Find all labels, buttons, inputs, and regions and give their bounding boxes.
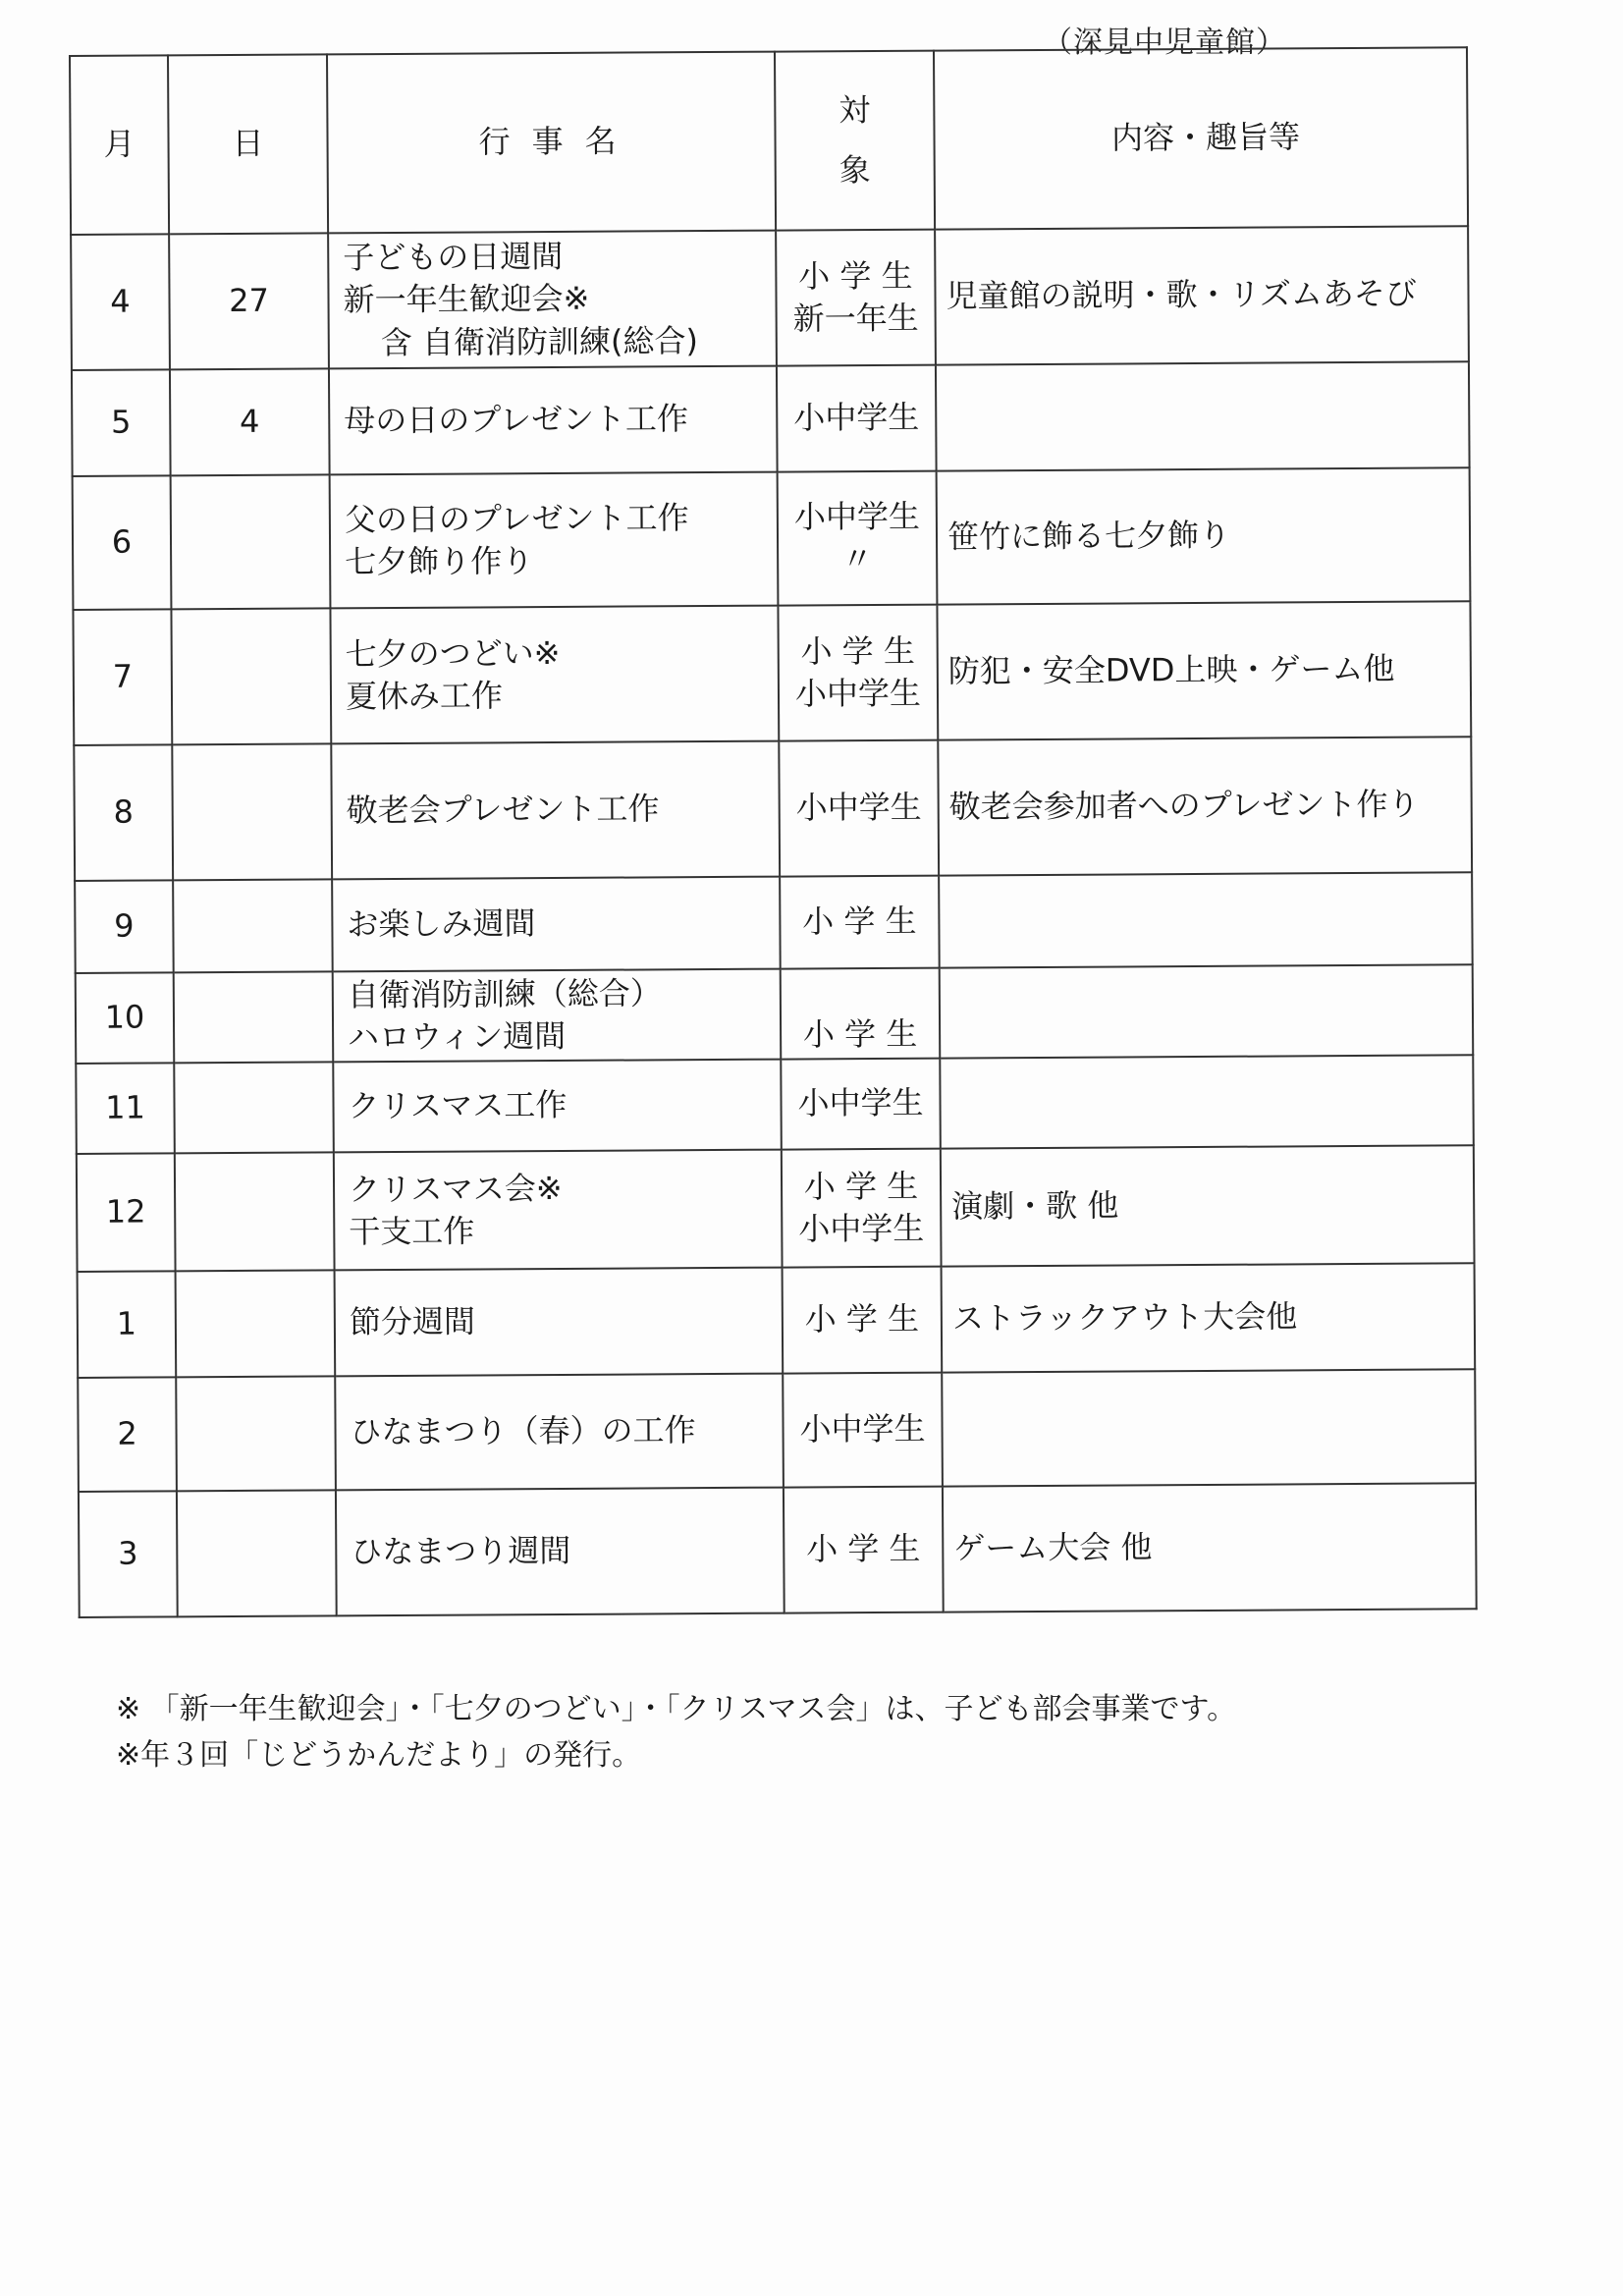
cell-day — [176, 1270, 336, 1377]
target-line: 小 学 生 — [804, 1300, 920, 1339]
cell-target — [782, 1149, 942, 1268]
target-line: 小中学生 — [793, 399, 920, 437]
table-row — [76, 1055, 1474, 1154]
cell-content — [940, 964, 1474, 1058]
cell-month: 12 — [77, 1153, 176, 1272]
content-line: 児童館の説明・歌・リズムあそび — [946, 275, 1418, 315]
target-line: 小 学 生 — [798, 256, 913, 296]
content-line: ゲーム大会 他 — [953, 1528, 1153, 1567]
target-line: 新一年生 — [792, 299, 919, 338]
target-line: 〃 — [841, 540, 874, 578]
cell-day — [171, 608, 331, 744]
event-line: ひなまつり（春）の工作 — [350, 1411, 696, 1451]
target-line: 小 学 生 — [802, 902, 917, 941]
cell-month: 4 — [71, 234, 170, 370]
footnotes — [116, 1687, 1236, 1778]
header-target-line2: 象 — [839, 151, 871, 190]
cell-day — [174, 1062, 334, 1153]
header-target — [775, 51, 935, 231]
cell-event — [330, 606, 779, 744]
target-line: 小 学 生 — [803, 1167, 919, 1206]
cell-month: 6 — [73, 475, 172, 610]
table-row — [79, 1483, 1477, 1617]
cell-content — [937, 467, 1471, 604]
event-line: 父の日のプレゼント工作 — [344, 498, 689, 539]
header-month: 月 — [70, 55, 169, 235]
cell-month: 10 — [76, 972, 175, 1064]
event-line: 七夕飾り作り — [345, 542, 534, 581]
event-line: 子どもの日週間 — [343, 238, 564, 277]
content-line: 笹竹に飾る七夕飾り — [947, 517, 1231, 556]
cell-content — [936, 361, 1470, 470]
target-line: 小中学生 — [799, 1410, 926, 1449]
cell-day — [175, 1152, 335, 1271]
cell-content — [935, 226, 1469, 364]
cell-event — [336, 1488, 784, 1616]
cell-content — [938, 737, 1472, 875]
cell-event — [330, 472, 779, 609]
event-line: 新一年生歓迎会※ — [343, 280, 590, 319]
cell-event — [334, 1150, 783, 1271]
cell-month: 5 — [72, 369, 171, 476]
event-line: 含 自衛消防訓練(総合) — [380, 321, 699, 361]
cell-target — [777, 365, 937, 472]
header-event: 行事名 — [327, 52, 776, 234]
cell-month: 8 — [74, 744, 173, 881]
content-line: ストラックアウト大会他 — [951, 1297, 1298, 1338]
organization-label: （深見中児童館） — [1043, 26, 1286, 60]
content-line: 演劇・歌 他 — [951, 1186, 1119, 1226]
target-line: 小中学生 — [798, 1209, 925, 1248]
table-row — [74, 737, 1472, 881]
cell-month: 2 — [78, 1377, 177, 1492]
cell-event — [333, 1060, 782, 1153]
event-line: 節分週間 — [349, 1302, 476, 1341]
table-row — [73, 467, 1471, 610]
footnote-2: ※年３回「じどうかんだより」の発行。 — [116, 1737, 642, 1773]
target-line: 小中学生 — [797, 1084, 924, 1122]
cell-target — [779, 740, 939, 877]
table-row — [73, 601, 1471, 745]
table-row — [71, 226, 1469, 370]
table-row — [77, 1145, 1475, 1272]
cell-day: 27 — [169, 233, 329, 369]
cell-content — [940, 1055, 1474, 1148]
cell-content — [941, 1145, 1475, 1266]
event-line: 敬老会プレゼント工作 — [346, 790, 660, 830]
cell-target — [781, 1059, 941, 1150]
cell-day — [173, 879, 333, 972]
target-line: 小 学 生 — [802, 1014, 918, 1054]
cell-event — [331, 741, 780, 880]
event-line: 干支工作 — [349, 1212, 475, 1251]
cell-target — [778, 471, 938, 606]
cell-event — [328, 231, 777, 369]
target-line: 小中学生 — [794, 674, 922, 713]
cell-target — [778, 605, 938, 741]
table-body — [71, 226, 1477, 1617]
cell-event — [329, 366, 778, 475]
header-target-line1: 対 — [839, 91, 871, 130]
cell-content — [942, 1369, 1476, 1486]
cell-day — [176, 1376, 336, 1491]
cell-month: 7 — [73, 609, 172, 745]
content-line: 敬老会参加者へのプレゼント作り — [948, 786, 1420, 826]
target-line: 小中学生 — [795, 789, 922, 827]
cell-content — [943, 1483, 1477, 1612]
cell-target — [783, 1267, 943, 1374]
table-row — [72, 361, 1470, 476]
table-row — [76, 964, 1474, 1064]
cell-day: 4 — [170, 368, 330, 475]
event-line: ハロウィン週間 — [347, 1016, 567, 1057]
cell-event — [333, 969, 782, 1063]
cell-target — [776, 230, 936, 366]
cell-event — [332, 877, 781, 972]
cell-day — [177, 1490, 337, 1616]
table-row — [78, 1263, 1476, 1378]
event-schedule-table — [69, 46, 1478, 1618]
event-line: 自衛消防訓練（総合） — [347, 974, 662, 1014]
cell-event — [335, 1268, 784, 1377]
event-line: ひなまつり週間 — [351, 1532, 571, 1571]
cell-content — [937, 601, 1471, 739]
target-line: 小中学生 — [793, 497, 921, 536]
content-line: 防犯・安全DVD上映・ゲーム他 — [947, 650, 1395, 690]
target-line: 小 学 生 — [800, 631, 916, 671]
table-row — [78, 1369, 1476, 1492]
event-line: 夏休み工作 — [345, 677, 504, 716]
cell-target — [780, 876, 940, 969]
event-line: クリスマス会※ — [348, 1169, 563, 1209]
cell-day — [171, 474, 331, 609]
cell-event — [335, 1374, 784, 1491]
cell-month: 1 — [78, 1271, 177, 1378]
cell-month: 11 — [76, 1063, 175, 1154]
cell-content — [939, 872, 1473, 967]
event-line: クリスマス工作 — [348, 1086, 568, 1125]
cell-day — [172, 743, 332, 880]
table-header-row — [70, 47, 1468, 235]
footnote-1: ※ 「新一年生歓迎会」・「七夕のつどい」・「クリスマス会」は、子ども部会事業です。 — [116, 1692, 1237, 1726]
header-day: 日 — [168, 54, 328, 234]
cell-content — [942, 1263, 1476, 1372]
table-row — [75, 872, 1473, 973]
cell-month: 9 — [75, 880, 174, 973]
event-line: 七夕のつどい※ — [345, 633, 561, 674]
event-line: お楽しみ週間 — [347, 904, 536, 944]
header-content: 内容・趣旨等 — [934, 47, 1468, 229]
cell-day — [174, 971, 334, 1063]
cell-month: 3 — [79, 1491, 178, 1617]
target-line: 小 学 生 — [806, 1530, 921, 1568]
cell-target — [784, 1487, 944, 1613]
cell-target — [783, 1373, 943, 1488]
cell-target — [781, 968, 941, 1060]
event-line: 母の日のプレゼント工作 — [344, 400, 689, 440]
target-line — [782, 970, 939, 1013]
